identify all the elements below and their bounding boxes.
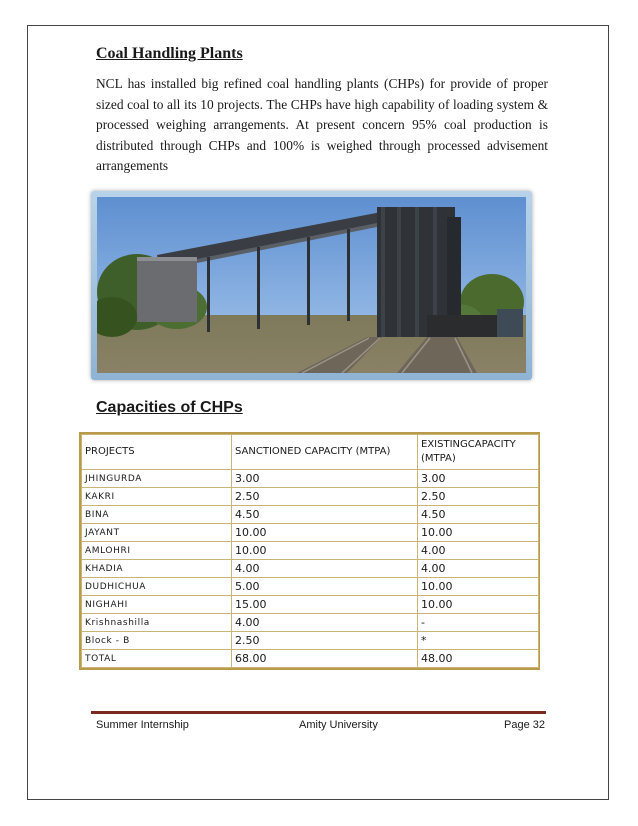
project-cell: KAKRI (82, 488, 232, 506)
existing-cell: 3.00 (418, 470, 539, 488)
column-header-sanctioned: SANCTIONED CAPACITY (MTPA) (232, 435, 418, 470)
chp-photo (91, 191, 532, 380)
sanctioned-cell: 15.00 (232, 596, 418, 614)
project-cell: TOTAL (82, 650, 232, 668)
table-row (82, 470, 539, 488)
section-paragraph: NCL has installed big refined coal handling plants (CHPs) for provide of proper sized coal to all its 10 projects. The CHPs have high capability of loading system & processed weighing arrangements. At present concern 95% coal production is distributed through CHPs and 100% is weighed through processed advisement arrangements (96, 76, 548, 173)
existing-cell: - (418, 614, 539, 632)
project-cell: Krishnashilla (82, 614, 232, 632)
table-row (82, 578, 539, 596)
sanctioned-cell: 68.00 (232, 650, 418, 668)
sanctioned-cell: 4.00 (232, 560, 418, 578)
existing-cell: 4.50 (418, 506, 539, 524)
existing-cell: 4.00 (418, 560, 539, 578)
sanctioned-cell: 3.00 (232, 470, 418, 488)
chp-photo-illustration (97, 197, 526, 373)
table-header-row (82, 435, 539, 470)
sanctioned-cell: 4.50 (232, 506, 418, 524)
existing-cell: 10.00 (418, 596, 539, 614)
capacities-table (79, 432, 540, 670)
sanctioned-cell: 4.00 (232, 614, 418, 632)
capacities-heading: Capacities of CHPs (96, 399, 243, 416)
project-cell: AMLOHRI (82, 542, 232, 560)
table-row (82, 524, 539, 542)
project-cell: BINA (82, 506, 232, 524)
existing-cell: 10.00 (418, 524, 539, 542)
table-row (82, 488, 539, 506)
table-row (82, 614, 539, 632)
table-row-total (82, 650, 539, 668)
existing-cell: 48.00 (418, 650, 539, 668)
project-cell: Block - B (82, 632, 232, 650)
table-row (82, 596, 539, 614)
table-row (82, 506, 539, 524)
table-row (82, 542, 539, 560)
sanctioned-cell: 2.50 (232, 488, 418, 506)
project-cell: KHADIA (82, 560, 232, 578)
table-row (82, 560, 539, 578)
sanctioned-cell: 10.00 (232, 524, 418, 542)
footer-left-text: Summer Internship (96, 719, 189, 731)
existing-cell: * (418, 632, 539, 650)
section-heading: Coal Handling Plants (96, 45, 243, 62)
sanctioned-cell: 5.00 (232, 578, 418, 596)
sanctioned-cell: 2.50 (232, 632, 418, 650)
project-cell: JAYANT (82, 524, 232, 542)
project-cell: NIGHAHI (82, 596, 232, 614)
column-header-projects: PROJECTS (82, 435, 232, 470)
footer-rule (91, 711, 546, 714)
existing-cell: 4.00 (418, 542, 539, 560)
column-header-existing: EXISTINGCAPACITY (MTPA) (418, 435, 539, 470)
project-cell: JHINGURDA (82, 470, 232, 488)
sanctioned-cell: 10.00 (232, 542, 418, 560)
footer-center-text: Amity University (299, 719, 378, 731)
existing-cell: 10.00 (418, 578, 539, 596)
project-cell: DUDHICHUA (82, 578, 232, 596)
table-row (82, 632, 539, 650)
existing-cell: 2.50 (418, 488, 539, 506)
page-number: Page 32 (504, 719, 545, 731)
